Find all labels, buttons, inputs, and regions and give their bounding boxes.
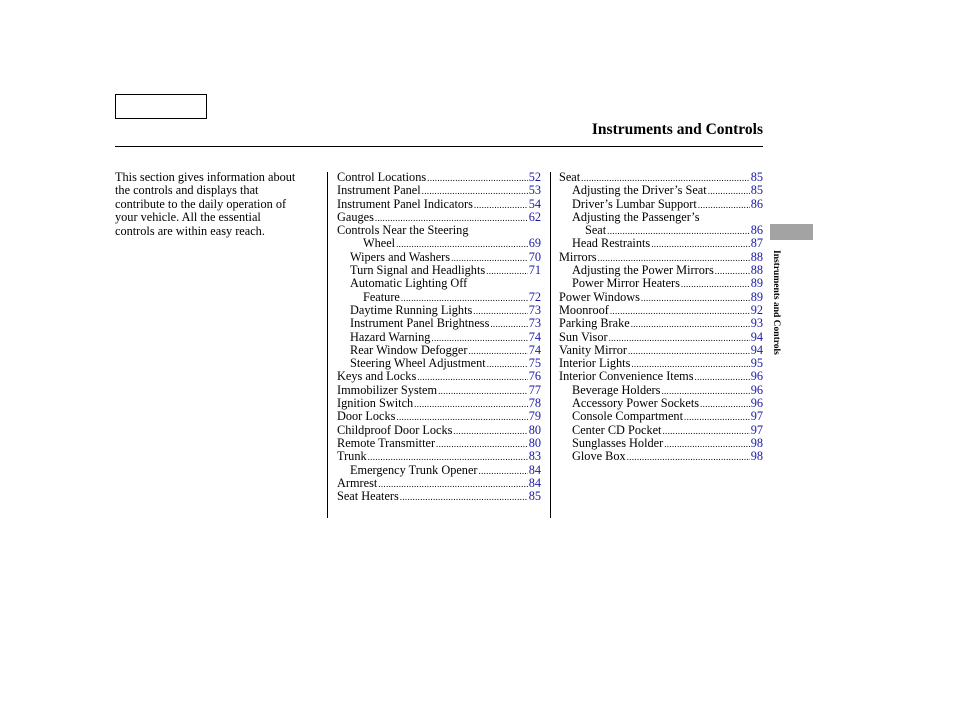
toc-page-link[interactable]: 73 xyxy=(528,302,541,317)
toc-entry-label: Ignition Switch xyxy=(337,396,414,411)
toc-leader-dots xyxy=(664,438,750,451)
toc-entry-label: Adjusting the Driver’s Seat xyxy=(572,183,707,198)
toc-entry-label: Gauges xyxy=(337,209,374,224)
toc-entry-label: Sunglasses Holder xyxy=(572,435,664,450)
toc-entry-driver-s-lumbar-support[interactable] xyxy=(559,198,763,211)
toc-entry-adjusting-the-driver-s-seat[interactable] xyxy=(559,184,763,197)
toc-entry-label: Turn Signal and Headlights xyxy=(350,263,486,278)
toc-page-link[interactable]: 92 xyxy=(750,302,763,317)
toc-entry-label: Seat xyxy=(585,223,607,238)
toc-entry-label: Interior Lights xyxy=(559,356,631,371)
toc-leader-dots xyxy=(400,491,528,504)
toc-entry-label: Moonroof xyxy=(559,302,609,317)
toc-entry-label: Hazard Warning xyxy=(350,329,431,344)
toc-page-link[interactable]: 98 xyxy=(750,449,763,464)
toc-entry-ignition-switch[interactable] xyxy=(337,397,541,410)
column-divider xyxy=(550,172,551,518)
toc-entry-instrument-panel[interactable] xyxy=(337,184,541,197)
toc-page-link[interactable]: 71 xyxy=(528,263,541,278)
toc-leader-dots xyxy=(487,358,528,371)
toc-entry-wheel[interactable] xyxy=(337,237,541,250)
section-side-label: Instruments and Controls xyxy=(771,250,781,355)
toc-entry-label: Mirrors xyxy=(559,249,597,264)
toc-entry-label: Wheel xyxy=(363,236,396,251)
toc-leader-dots xyxy=(700,398,750,411)
toc-entry-keys-and-locks[interactable] xyxy=(337,370,541,383)
toc-page-link[interactable]: 73 xyxy=(528,316,541,331)
toc-leader-dots xyxy=(684,411,750,424)
toc-leader-dots xyxy=(436,438,528,451)
toc-entry-instrument-panel-brightness[interactable] xyxy=(337,317,541,330)
toc-entry-emergency-trunk-opener[interactable] xyxy=(337,464,541,477)
toc-page-link[interactable]: 76 xyxy=(528,369,541,384)
toc-entry-label: Daytime Running Lights xyxy=(350,302,473,317)
toc-entry-label: Sun Visor xyxy=(559,329,608,344)
toc-entry-immobilizer-system[interactable] xyxy=(337,384,541,397)
toc-entry-sunglasses-holder[interactable] xyxy=(559,437,763,450)
toc-entry-parking-brake[interactable] xyxy=(559,317,763,330)
toc-leader-dots xyxy=(641,292,750,305)
toc-entry-feature[interactable] xyxy=(337,291,541,304)
toc-leader-dots xyxy=(715,265,750,278)
toc-page-link[interactable]: 96 xyxy=(750,382,763,397)
toc-page-link[interactable]: 77 xyxy=(528,382,541,397)
intro-line: This section gives information about xyxy=(115,170,296,184)
toc-entry-label: Immobilizer System xyxy=(337,382,438,397)
toc-page-link[interactable]: 84 xyxy=(528,475,541,490)
toc-entry-label: Driver’s Lumbar Support xyxy=(572,196,697,211)
toc-page-link[interactable]: 84 xyxy=(528,462,541,477)
toc-page-link[interactable]: 97 xyxy=(750,409,763,424)
toc-entry-remote-transmitter[interactable] xyxy=(337,437,541,450)
toc-page-link[interactable]: 54 xyxy=(528,196,541,211)
toc-entry-door-locks[interactable] xyxy=(337,410,541,423)
toc-entry-instrument-panel-indicators[interactable] xyxy=(337,198,541,211)
intro-paragraph xyxy=(115,171,320,238)
toc-page-link[interactable]: 97 xyxy=(750,422,763,437)
title-divider xyxy=(115,146,763,147)
toc-page-link[interactable]: 85 xyxy=(750,170,763,184)
toc-entry-control-locations[interactable] xyxy=(337,171,541,184)
toc-entry-moonroof[interactable] xyxy=(559,304,763,317)
toc-entry-interior-lights[interactable] xyxy=(559,357,763,370)
toc-entry-label: Seat Heaters xyxy=(337,489,399,504)
toc-page-link[interactable]: 94 xyxy=(750,342,763,357)
toc-entry-label: Center CD Pocket xyxy=(572,422,662,437)
toc-entry-turn-signal-and-headlights[interactable] xyxy=(337,264,541,277)
toc-entry-adjusting-the-passenger-s xyxy=(559,211,763,224)
toc-entry-label: Wipers and Washers xyxy=(350,249,451,264)
toc-leader-dots xyxy=(474,199,528,212)
header-blank-box xyxy=(115,94,207,119)
toc-entry-childproof-door-locks[interactable] xyxy=(337,424,541,437)
toc-entry-label: Control Locations xyxy=(337,170,427,184)
toc-entry-gauges[interactable] xyxy=(337,211,541,224)
toc-page-link[interactable]: 86 xyxy=(750,223,763,238)
toc-column-2 xyxy=(559,171,763,464)
toc-entry-label: Power Windows xyxy=(559,289,640,304)
toc-page-link[interactable]: 53 xyxy=(528,183,541,198)
toc-page-link[interactable]: 62 xyxy=(528,209,541,224)
toc-entry-adjusting-the-power-mirrors[interactable] xyxy=(559,264,763,277)
toc-entry-label: Remote Transmitter xyxy=(337,435,436,450)
toc-entry-label: Door Locks xyxy=(337,409,396,424)
toc-entry-label: Automatic Lighting Off xyxy=(350,276,468,291)
toc-page-link[interactable]: 79 xyxy=(528,409,541,424)
toc-leader-dots xyxy=(610,305,750,318)
toc-page-link[interactable]: 88 xyxy=(750,263,763,278)
toc-entry-label: Controls Near the Steering xyxy=(337,223,469,238)
toc-leader-dots xyxy=(651,238,750,251)
toc-entry-label: Armrest xyxy=(337,475,378,490)
toc-page-link[interactable]: 83 xyxy=(528,449,541,464)
toc-entry-trunk[interactable] xyxy=(337,450,541,463)
toc-entry-label: Vanity Mirror xyxy=(559,342,627,357)
toc-entry-label: Childproof Door Locks xyxy=(337,422,453,437)
toc-entry-label: Keys and Locks xyxy=(337,369,417,384)
toc-entry-rear-window-defogger[interactable] xyxy=(337,344,541,357)
toc-entry-label: Parking Brake xyxy=(559,316,630,331)
toc-entry-label: Emergency Trunk Opener xyxy=(350,462,478,477)
toc-leader-dots xyxy=(628,345,750,358)
toc-entry-sun-visor[interactable] xyxy=(559,331,763,344)
toc-entry-automatic-lighting-off xyxy=(337,277,541,290)
toc-page-link[interactable]: 85 xyxy=(528,489,541,504)
toc-leader-dots xyxy=(453,425,527,438)
toc-entry-label: Instrument Panel Indicators xyxy=(337,196,473,211)
toc-page-link[interactable]: 89 xyxy=(750,276,763,291)
toc-page-link[interactable]: 78 xyxy=(528,396,541,411)
toc-page-link[interactable]: 98 xyxy=(750,435,763,450)
toc-entry-accessory-power-sockets[interactable] xyxy=(559,397,763,410)
toc-entry-vanity-mirror[interactable] xyxy=(559,344,763,357)
toc-leader-dots xyxy=(627,451,750,464)
toc-entry-wipers-and-washers[interactable] xyxy=(337,251,541,264)
toc-entry-label: Steering Wheel Adjustment xyxy=(350,356,486,371)
toc-leader-dots xyxy=(427,172,528,185)
toc-entry-mirrors[interactable] xyxy=(559,251,763,264)
toc-leader-dots xyxy=(438,385,528,398)
toc-entry-armrest[interactable] xyxy=(337,477,541,490)
toc-entry-beverage-holders[interactable] xyxy=(559,384,763,397)
toc-entry-label: Beverage Holders xyxy=(572,382,661,397)
toc-page-link[interactable]: 80 xyxy=(528,435,541,450)
toc-entry-interior-convenience-items[interactable] xyxy=(559,370,763,383)
toc-page-link[interactable]: 72 xyxy=(528,289,541,304)
toc-entry-label: Head Restraints xyxy=(572,236,651,251)
toc-leader-dots xyxy=(708,185,750,198)
toc-entry-label: Rear Window Defogger xyxy=(350,342,468,357)
section-tab-marker xyxy=(770,224,813,240)
toc-page-link[interactable]: 96 xyxy=(750,396,763,411)
toc-entry-console-compartment[interactable] xyxy=(559,410,763,423)
intro-line: contribute to the daily operation of xyxy=(115,196,287,211)
toc-entry-head-restraints[interactable] xyxy=(559,237,763,250)
toc-page-link[interactable]: 75 xyxy=(528,356,541,371)
toc-page-link[interactable]: 88 xyxy=(750,249,763,264)
toc-page-link[interactable]: 87 xyxy=(750,236,763,251)
toc-page-link[interactable]: 95 xyxy=(750,356,763,371)
toc-page-link[interactable]: 74 xyxy=(528,329,541,344)
toc-entry-label: Trunk xyxy=(337,449,367,464)
toc-leader-dots xyxy=(414,398,528,411)
toc-entry-label: Glove Box xyxy=(572,449,626,464)
toc-entry-label: Instrument Panel Brightness xyxy=(350,316,490,331)
toc-entry-label: Console Compartment xyxy=(572,409,684,424)
toc-leader-dots xyxy=(609,332,750,345)
toc-page-link[interactable]: 96 xyxy=(750,369,763,384)
toc-entry-hazard-warning[interactable] xyxy=(337,331,541,344)
toc-column-1 xyxy=(337,171,541,503)
toc-page-link[interactable]: 86 xyxy=(750,196,763,211)
toc-entry-seat[interactable] xyxy=(559,171,763,184)
toc-entry-label: Seat xyxy=(559,170,581,184)
toc-entry-label: Feature xyxy=(363,289,400,304)
toc-page-link[interactable]: 74 xyxy=(528,342,541,357)
toc-page-link[interactable]: 93 xyxy=(750,316,763,331)
page-title: Instruments and Controls xyxy=(591,121,763,138)
toc-entry-steering-wheel-adjustment[interactable] xyxy=(337,357,541,370)
toc-page-link[interactable]: 89 xyxy=(750,289,763,304)
toc-leader-dots xyxy=(695,371,750,384)
toc-page-link[interactable]: 94 xyxy=(750,329,763,344)
toc-page-link[interactable]: 52 xyxy=(528,170,541,184)
intro-line: your vehicle. All the essential xyxy=(115,210,261,225)
toc-entry-daytime-running-lights[interactable] xyxy=(337,304,541,317)
column-divider xyxy=(327,172,328,518)
toc-leader-dots xyxy=(490,318,527,331)
toc-entry-label: Accessory Power Sockets xyxy=(572,396,700,411)
toc-entry-glove-box[interactable] xyxy=(559,450,763,463)
toc-leader-dots xyxy=(378,478,527,491)
toc-entry-power-mirror-heaters[interactable] xyxy=(559,277,763,290)
toc-leader-dots xyxy=(631,318,750,331)
toc-entry-seat-heaters[interactable] xyxy=(337,490,541,503)
toc-entry-label: Adjusting the Passenger’s xyxy=(572,209,700,224)
toc-leader-dots xyxy=(662,425,749,438)
toc-leader-dots xyxy=(479,465,528,478)
toc-entry-center-cd-pocket[interactable] xyxy=(559,424,763,437)
toc-entry-label: Adjusting the Power Mirrors xyxy=(572,263,714,278)
toc-entry-label: Instrument Panel xyxy=(337,183,421,198)
toc-leader-dots xyxy=(698,199,750,212)
toc-page-link[interactable]: 70 xyxy=(528,249,541,264)
toc-entry-controls-near-the-steering xyxy=(337,224,541,237)
toc-entry-power-windows[interactable] xyxy=(559,291,763,304)
toc-entry-label: Power Mirror Heaters xyxy=(572,276,680,291)
toc-leader-dots xyxy=(681,278,750,291)
toc-page-link[interactable]: 69 xyxy=(528,236,541,251)
toc-entry-seat[interactable] xyxy=(559,224,763,237)
intro-line: the controls and displays that xyxy=(115,183,259,198)
toc-leader-dots xyxy=(486,265,528,278)
toc-page-link[interactable]: 80 xyxy=(528,422,541,437)
toc-page-link[interactable]: 85 xyxy=(750,183,763,198)
intro-line: controls are within easy reach. xyxy=(115,223,265,238)
toc-entry-label: Interior Convenience Items xyxy=(559,369,694,384)
